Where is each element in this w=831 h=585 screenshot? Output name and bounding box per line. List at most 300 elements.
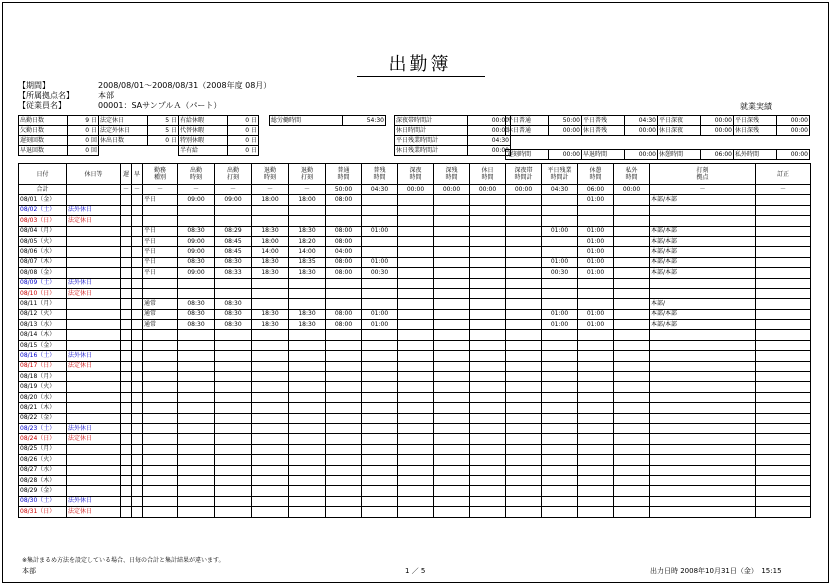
grid-cell: 01:00 <box>362 226 398 236</box>
grid-cell: 18:00 <box>252 195 289 205</box>
summary-table-2 <box>505 115 810 136</box>
grid-cell <box>398 278 434 288</box>
grid-total-cell: 00:00 <box>434 185 470 195</box>
grid-cell <box>398 475 434 485</box>
grid-total-cell: 06:00 <box>578 185 614 195</box>
summary-gap <box>386 116 395 126</box>
grid-cell <box>578 299 614 309</box>
grid-row <box>19 382 811 392</box>
grid-cell <box>578 444 614 454</box>
grid-total-cell: － <box>289 185 326 195</box>
grid-cell <box>756 434 811 444</box>
grid-cell: 通常 <box>143 320 178 330</box>
grid-cell <box>398 507 434 517</box>
grid-cell <box>215 205 252 215</box>
grid-cell <box>756 455 811 465</box>
grid-cell <box>398 403 434 413</box>
grid-cell <box>614 507 650 517</box>
grid-total-cell: 00:00 <box>470 185 506 195</box>
grid-cell: 01:00 <box>578 320 614 330</box>
grid-cell <box>178 444 215 454</box>
grid-cell <box>506 361 542 371</box>
grid-cell <box>470 299 506 309</box>
grid-cell <box>178 434 215 444</box>
footer-dept: 本部 <box>22 567 36 575</box>
grid-cell <box>215 288 252 298</box>
grid-cell <box>470 475 506 485</box>
grid-cell: 08:30 <box>178 257 215 267</box>
grid-cell <box>143 392 178 402</box>
grid-cell <box>289 413 326 423</box>
grid-cell <box>252 392 289 402</box>
grid-cell <box>434 434 470 444</box>
grid-cell <box>614 205 650 215</box>
grid-total-cell: － <box>121 185 132 195</box>
grid-cell <box>362 444 398 454</box>
grid-cell <box>132 496 143 506</box>
grid-cell <box>289 475 326 485</box>
grid-cell <box>542 236 578 246</box>
grid-cell <box>326 382 362 392</box>
grid-cell: 本部/本部 <box>650 226 756 236</box>
grid-cell: 平日 <box>143 195 178 205</box>
grid-cell: 09:00 <box>178 195 215 205</box>
grid-cell <box>132 361 143 371</box>
grid-cell <box>289 465 326 475</box>
grid-header-cell: 早 <box>132 164 143 185</box>
grid-cell <box>121 236 132 246</box>
grid-cell <box>506 413 542 423</box>
grid-cell <box>132 465 143 475</box>
grid-cell <box>398 257 434 267</box>
grid-date: 08/25（月） <box>19 444 67 454</box>
grid-cell <box>362 392 398 402</box>
grid-date: 08/22（金） <box>19 413 67 423</box>
grid-date: 08/19（火） <box>19 382 67 392</box>
summary3-cell: 私外時間 <box>734 150 777 160</box>
grid-cell <box>132 330 143 340</box>
grid-cell <box>362 455 398 465</box>
grid-cell <box>434 507 470 517</box>
grid-header-cell: 訂正 <box>756 164 811 185</box>
grid-cell <box>132 216 143 226</box>
summary-gap <box>259 116 270 126</box>
grid-cell: 08:30 <box>215 299 252 309</box>
grid-cell <box>470 320 506 330</box>
summary-right-label: 平日残業時間計 <box>395 136 468 146</box>
grid-cell <box>506 486 542 496</box>
grid-cell <box>542 465 578 475</box>
grid-cell <box>132 455 143 465</box>
grid-cell <box>132 444 143 454</box>
grid-cell <box>614 372 650 382</box>
grid-cell <box>215 475 252 485</box>
grid-cell: 01:00 <box>578 257 614 267</box>
grid-cell <box>362 278 398 288</box>
grid-cell: 本部/本部 <box>650 309 756 319</box>
title-underline <box>357 76 485 77</box>
grid-cell <box>252 288 289 298</box>
grid-cell <box>542 475 578 485</box>
summary-cell: 早退回数 <box>19 146 68 156</box>
grid-cell <box>434 382 470 392</box>
grid-cell <box>215 486 252 496</box>
grid-cell <box>434 444 470 454</box>
grid-cell <box>398 330 434 340</box>
grid-cell <box>326 444 362 454</box>
grid-cell <box>398 320 434 330</box>
grid-cell <box>362 413 398 423</box>
grid-header-cell: 打刻 拠点 <box>650 164 756 185</box>
summary-right-label: 深夜帯時間計 <box>395 116 468 126</box>
grid-cell <box>398 195 434 205</box>
summary2-cell: 00:00 <box>549 126 582 136</box>
grid-cell <box>215 392 252 402</box>
grid-cell <box>434 372 470 382</box>
grid-cell: 18:30 <box>252 268 289 278</box>
grid-cell <box>178 382 215 392</box>
grid-cell: 18:30 <box>252 257 289 267</box>
summary-right-value: 04:30 <box>468 136 511 146</box>
grid-cell <box>252 361 289 371</box>
summary-gap <box>259 136 270 146</box>
dept-value: 本部 <box>98 91 114 100</box>
grid-cell <box>143 403 178 413</box>
grid-cell <box>542 351 578 361</box>
grid-header-cell: 遅 <box>121 164 132 185</box>
grid-cell: 18:30 <box>252 309 289 319</box>
grid-cell <box>121 309 132 319</box>
grid-cell <box>398 455 434 465</box>
grid-cell <box>132 309 143 319</box>
grid-cell <box>121 226 132 236</box>
grid-cell <box>756 257 811 267</box>
grid-cell <box>578 496 614 506</box>
grid-cell <box>756 309 811 319</box>
grid-cell <box>67 257 121 267</box>
grid-header-cell: 普通 時間 <box>326 164 362 185</box>
grid-cell <box>326 361 362 371</box>
grid-cell <box>614 496 650 506</box>
grid-cell <box>398 392 434 402</box>
grid-cell <box>289 455 326 465</box>
grid-cell <box>650 496 756 506</box>
summary-cell: 0 日 <box>68 126 99 136</box>
grid-cell <box>215 340 252 350</box>
grid-cell: 01:00 <box>578 309 614 319</box>
grid-cell <box>614 423 650 433</box>
grid-cell <box>215 455 252 465</box>
grid-cell <box>614 403 650 413</box>
grid-cell <box>178 340 215 350</box>
grid-cell <box>398 434 434 444</box>
grid-cell <box>121 382 132 392</box>
grid-cell <box>121 465 132 475</box>
grid-cell <box>143 278 178 288</box>
employee-label: 【従業員名】 <box>18 101 66 110</box>
grid-cell <box>506 351 542 361</box>
grid-cell <box>121 320 132 330</box>
grid-cell <box>470 216 506 226</box>
grid-cell <box>326 496 362 506</box>
grid-cell <box>578 351 614 361</box>
summary-cell: 休出日数 <box>99 136 148 146</box>
footer-date: 出力日時 2008年10月31日（金） 15:15 <box>650 567 782 575</box>
grid-cell: 18:30 <box>252 320 289 330</box>
grid-cell: 08:29 <box>215 226 252 236</box>
grid-row <box>19 372 811 382</box>
grid-cell: 18:30 <box>252 226 289 236</box>
grid-header-cell: 深夜 時間 <box>398 164 434 185</box>
summary2-cell: 00:00 <box>701 126 734 136</box>
grid-date: 08/09（土） <box>19 278 67 288</box>
summary3-cell: 遅刻時間 <box>506 150 549 160</box>
grid-cell <box>578 403 614 413</box>
grid-cell <box>470 465 506 475</box>
grid-cell <box>252 475 289 485</box>
grid-cell <box>470 455 506 465</box>
grid-cell <box>578 361 614 371</box>
grid-cell <box>289 216 326 226</box>
grid-cell: 08:00 <box>326 257 362 267</box>
summary-row <box>19 146 511 156</box>
grid-cell <box>215 507 252 517</box>
grid-cell: 01:00 <box>578 268 614 278</box>
grid-cell <box>578 434 614 444</box>
grid-cell <box>650 434 756 444</box>
grid-cell <box>132 423 143 433</box>
grid-cell <box>470 278 506 288</box>
grid-cell: 通常 <box>143 309 178 319</box>
grid-header-cell: 休日等 <box>67 164 121 185</box>
grid-cell <box>178 507 215 517</box>
grid-cell <box>542 455 578 465</box>
grid-cell <box>614 361 650 371</box>
grid-cell <box>67 382 121 392</box>
grid-cell <box>398 496 434 506</box>
grid-cell <box>178 486 215 496</box>
grid-header-cell: 退勤 時刻 <box>252 164 289 185</box>
grid-cell <box>132 257 143 267</box>
employee-value: 00001：SAサンプルＡ（パート） <box>98 101 222 110</box>
grid-cell <box>143 486 178 496</box>
grid-date: 08/03（日） <box>19 216 67 226</box>
grid-total-cell: 00:00 <box>506 185 542 195</box>
grid-cell <box>121 216 132 226</box>
grid-cell <box>121 247 132 257</box>
grid-header-cell: 休憩 時間 <box>578 164 614 185</box>
grid-row <box>19 216 811 226</box>
grid-cell <box>614 455 650 465</box>
grid-cell <box>362 351 398 361</box>
grid-cell <box>542 216 578 226</box>
grid-cell <box>470 413 506 423</box>
grid-cell <box>289 361 326 371</box>
summary-row <box>19 136 511 146</box>
grid-cell <box>67 403 121 413</box>
grid-cell <box>398 486 434 496</box>
summary-cell: 0 日 <box>148 136 179 146</box>
summary-cell: 代替休暇 <box>179 126 228 136</box>
grid-row <box>19 434 811 444</box>
grid-date: 08/16（土） <box>19 351 67 361</box>
grid-cell <box>756 413 811 423</box>
summary-cell: 0 日 <box>228 146 259 156</box>
grid-cell <box>121 205 132 215</box>
grid-cell <box>252 299 289 309</box>
summary-right-value: 00:00 <box>468 146 511 156</box>
grid-cell <box>143 330 178 340</box>
grid-cell <box>542 195 578 205</box>
grid-cell <box>756 372 811 382</box>
grid-cell <box>178 288 215 298</box>
grid-cell <box>143 413 178 423</box>
grid-cell <box>121 444 132 454</box>
grid-cell <box>434 247 470 257</box>
grid-cell <box>434 226 470 236</box>
grid-cell: 18:30 <box>289 309 326 319</box>
grid-cell: 法外休日 <box>67 423 121 433</box>
grid-cell <box>614 351 650 361</box>
grid-cell <box>650 278 756 288</box>
grid-date: 08/04（月） <box>19 226 67 236</box>
grid-header-cell: 深夜帯 時間計 <box>506 164 542 185</box>
grid-cell: 08:00 <box>326 236 362 246</box>
grid-cell <box>650 423 756 433</box>
summary-table <box>18 115 511 156</box>
grid-cell <box>67 372 121 382</box>
grid-cell <box>67 299 121 309</box>
grid-date: 08/14（木） <box>19 330 67 340</box>
grid-cell: 18:30 <box>289 226 326 236</box>
grid-cell <box>178 361 215 371</box>
grid-cell <box>506 392 542 402</box>
grid-cell <box>143 423 178 433</box>
grid-cell <box>614 309 650 319</box>
grid-cell <box>756 205 811 215</box>
grid-date: 08/13（水） <box>19 320 67 330</box>
grid-cell <box>215 423 252 433</box>
grid-cell <box>215 434 252 444</box>
grid-cell <box>434 361 470 371</box>
grid-cell <box>178 455 215 465</box>
grid-cell <box>121 299 132 309</box>
grid-cell <box>542 340 578 350</box>
grid-cell <box>362 288 398 298</box>
grid-cell <box>506 496 542 506</box>
grid-cell <box>326 434 362 444</box>
grid-cell <box>650 392 756 402</box>
grid-cell <box>67 320 121 330</box>
grid-header-cell: 日付 <box>19 164 67 185</box>
grid-cell: 18:00 <box>252 236 289 246</box>
grid-cell <box>542 361 578 371</box>
grid-cell <box>178 465 215 475</box>
grid-cell: 01:00 <box>578 236 614 246</box>
grid-cell <box>434 392 470 402</box>
grid-cell <box>434 320 470 330</box>
grid-cell <box>362 236 398 246</box>
grid-cell <box>578 372 614 382</box>
period-label: 【期間】 <box>18 81 50 90</box>
grid-cell <box>289 299 326 309</box>
grid-row <box>19 351 811 361</box>
grid-cell <box>362 205 398 215</box>
grid-cell <box>650 455 756 465</box>
grid-cell <box>143 444 178 454</box>
grid-cell <box>252 340 289 350</box>
summary2-cell: 休日普残 <box>582 126 625 136</box>
grid-cell <box>578 392 614 402</box>
grid-cell <box>289 382 326 392</box>
grid-cell <box>470 507 506 517</box>
grid-cell: 14:00 <box>252 247 289 257</box>
grid-cell <box>67 195 121 205</box>
grid-cell: 01:00 <box>542 320 578 330</box>
summary-cell: 半有給 <box>179 146 228 156</box>
grid-cell <box>121 340 132 350</box>
grid-cell <box>614 247 650 257</box>
grid-cell <box>650 403 756 413</box>
grid-cell <box>578 288 614 298</box>
grid-row <box>19 247 811 257</box>
grid-cell <box>67 340 121 350</box>
grid-cell: 01:00 <box>578 195 614 205</box>
grid-cell <box>121 507 132 517</box>
grid-cell <box>614 278 650 288</box>
grid-cell <box>289 372 326 382</box>
grid-cell: 平日 <box>143 226 178 236</box>
summary-cell: 法定休日 <box>99 116 148 126</box>
grid-cell <box>121 455 132 465</box>
grid-cell <box>121 330 132 340</box>
grid-date: 08/10（日） <box>19 288 67 298</box>
summary-gap <box>270 146 386 156</box>
grid-cell <box>470 205 506 215</box>
grid-cell <box>756 392 811 402</box>
grid-cell <box>578 465 614 475</box>
grid-date: 08/23（土） <box>19 423 67 433</box>
grid-cell <box>434 496 470 506</box>
grid-cell <box>362 496 398 506</box>
grid-row <box>19 257 811 267</box>
grid-cell <box>326 507 362 517</box>
work-record-label: 就業実績 <box>740 102 772 111</box>
grid-cell <box>398 247 434 257</box>
grid-cell <box>362 340 398 350</box>
grid-cell: 08:00 <box>326 226 362 236</box>
grid-cell <box>326 340 362 350</box>
grid-cell <box>121 413 132 423</box>
grid-cell <box>542 205 578 215</box>
grid-cell <box>143 205 178 215</box>
summary2-cell: 平日深夜 <box>658 116 701 126</box>
grid-date: 08/27（水） <box>19 465 67 475</box>
grid-cell: 平日 <box>143 268 178 278</box>
summary2-cell: 00:00 <box>777 116 810 126</box>
grid-cell <box>542 299 578 309</box>
grid-cell <box>434 475 470 485</box>
grid-cell <box>614 226 650 236</box>
summary2-cell: 平日深残 <box>734 116 777 126</box>
grid-cell <box>362 423 398 433</box>
grid-cell <box>67 475 121 485</box>
grid-cell: 08:30 <box>215 257 252 267</box>
grid-date: 08/12（火） <box>19 309 67 319</box>
grid-cell <box>470 423 506 433</box>
grid-cell <box>398 351 434 361</box>
grid-total-cell: 04:30 <box>362 185 398 195</box>
